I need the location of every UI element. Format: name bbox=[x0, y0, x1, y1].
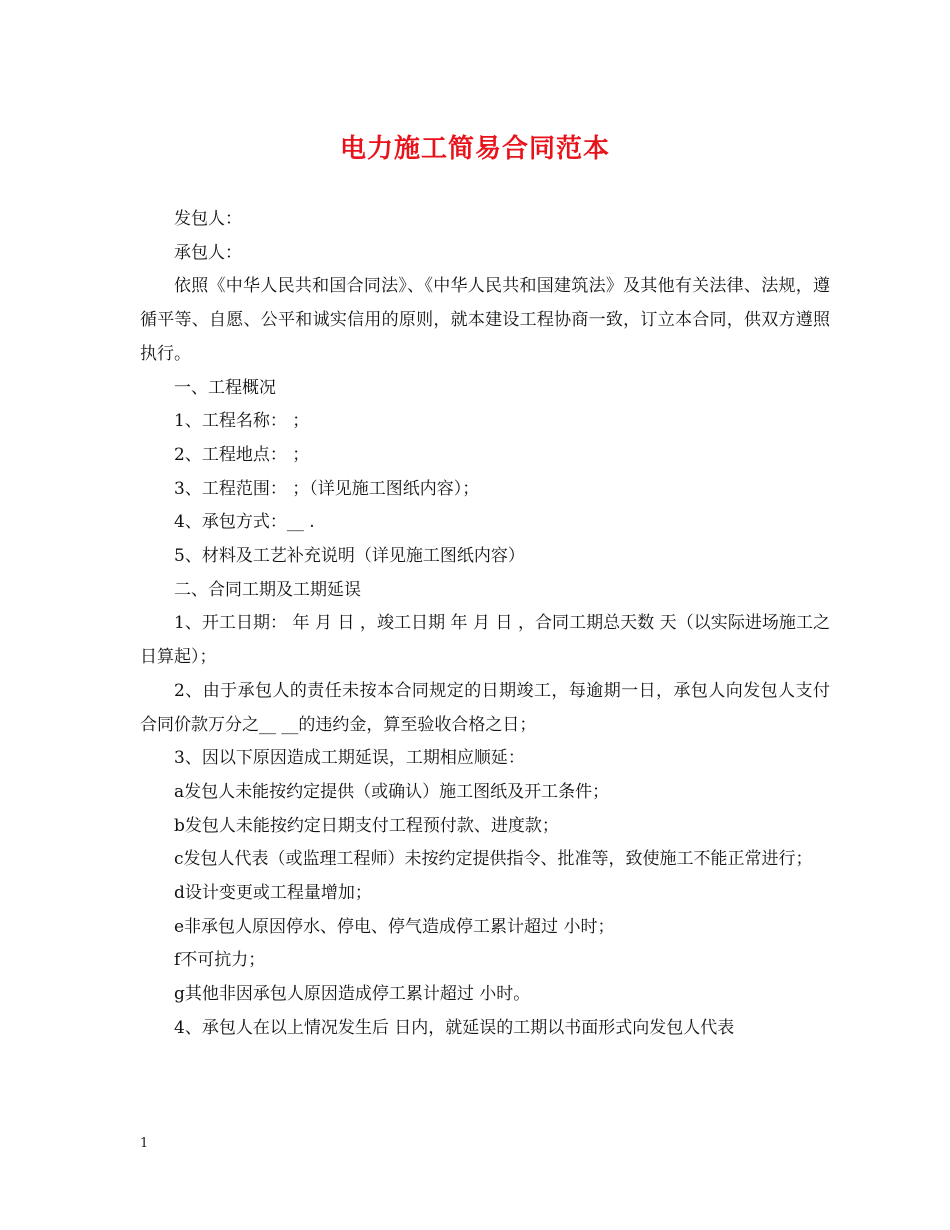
document-body bbox=[140, 203, 830, 1046]
paragraph-materials: 5、材料及工艺补充说明（详见施工图纸内容） bbox=[174, 546, 525, 567]
paragraph-employer: 发包人： bbox=[174, 209, 242, 229]
list-item-d: d设计变更或工程量增加； bbox=[174, 883, 372, 904]
list-item-f: f不可抗力； bbox=[174, 950, 266, 971]
paragraph-contractor: 承包人： bbox=[174, 242, 242, 263]
paragraph-contract-mode: 4、承包方式：__ . bbox=[174, 512, 315, 533]
list-item-a: a发包人未能按约定提供（或确认）施工图纸及开工条件； bbox=[174, 781, 610, 802]
paragraph-preamble: 依照《中华人民共和国合同法》、《中华人民共和国建筑法》及其他有关法律、法规，遵循平等、自愿、公平和诚实信用的原则，就本建设工程协商一致，订立本合同，供双方遵照执行。 bbox=[140, 276, 830, 364]
paragraph-delay-causes: 3、因以下原因造成工期延误，工期相应顺延： bbox=[174, 748, 525, 769]
paragraph-delay-penalty: 2、由于承包人的责任未按本合同规定的日期竣工，每逾期一日，承包人向发包人支付合同价款万分之__ __的违约金，算至验收合格之日； bbox=[140, 680, 830, 735]
paragraph-notice: 4、承包人在以上情况发生后 日内，就延误的工期以书面形式向发包人代表 bbox=[174, 1017, 735, 1038]
list-item-g: g其他非因承包人原因造成停工累计超过 小时。 bbox=[174, 984, 531, 1005]
paragraph-project-name: 1、工程名称： ； bbox=[174, 411, 310, 432]
section-heading-schedule: 二、合同工期及工期延误 bbox=[174, 579, 361, 600]
section-heading-project-overview: 一、工程概况 bbox=[174, 377, 276, 398]
list-item-e: e非承包人原因停水、停电、停气造成停工累计超过 小时； bbox=[174, 916, 615, 937]
paragraph-project-scope: 3、工程范围： ；（详见施工图纸内容）； bbox=[174, 478, 480, 499]
paragraph-project-location: 2、工程地点： ； bbox=[174, 444, 310, 465]
page-number: 1 bbox=[140, 1136, 149, 1151]
paragraph-start-date: 1、开工日期： 年 月 日 ，竣工日期 年 月 日 ，合同工期总天数 天（以实际进场施工之日算起）； bbox=[140, 613, 830, 668]
list-item-c: c发包人代表（或监理工程师）未按约定提供指令、批准等，致使施工不能正常进行； bbox=[174, 849, 813, 870]
document-title: 电力施工简易合同范本 bbox=[339, 134, 610, 164]
list-item-b: b发包人未能按约定日期支付工程预付款、进度款； bbox=[174, 815, 559, 836]
